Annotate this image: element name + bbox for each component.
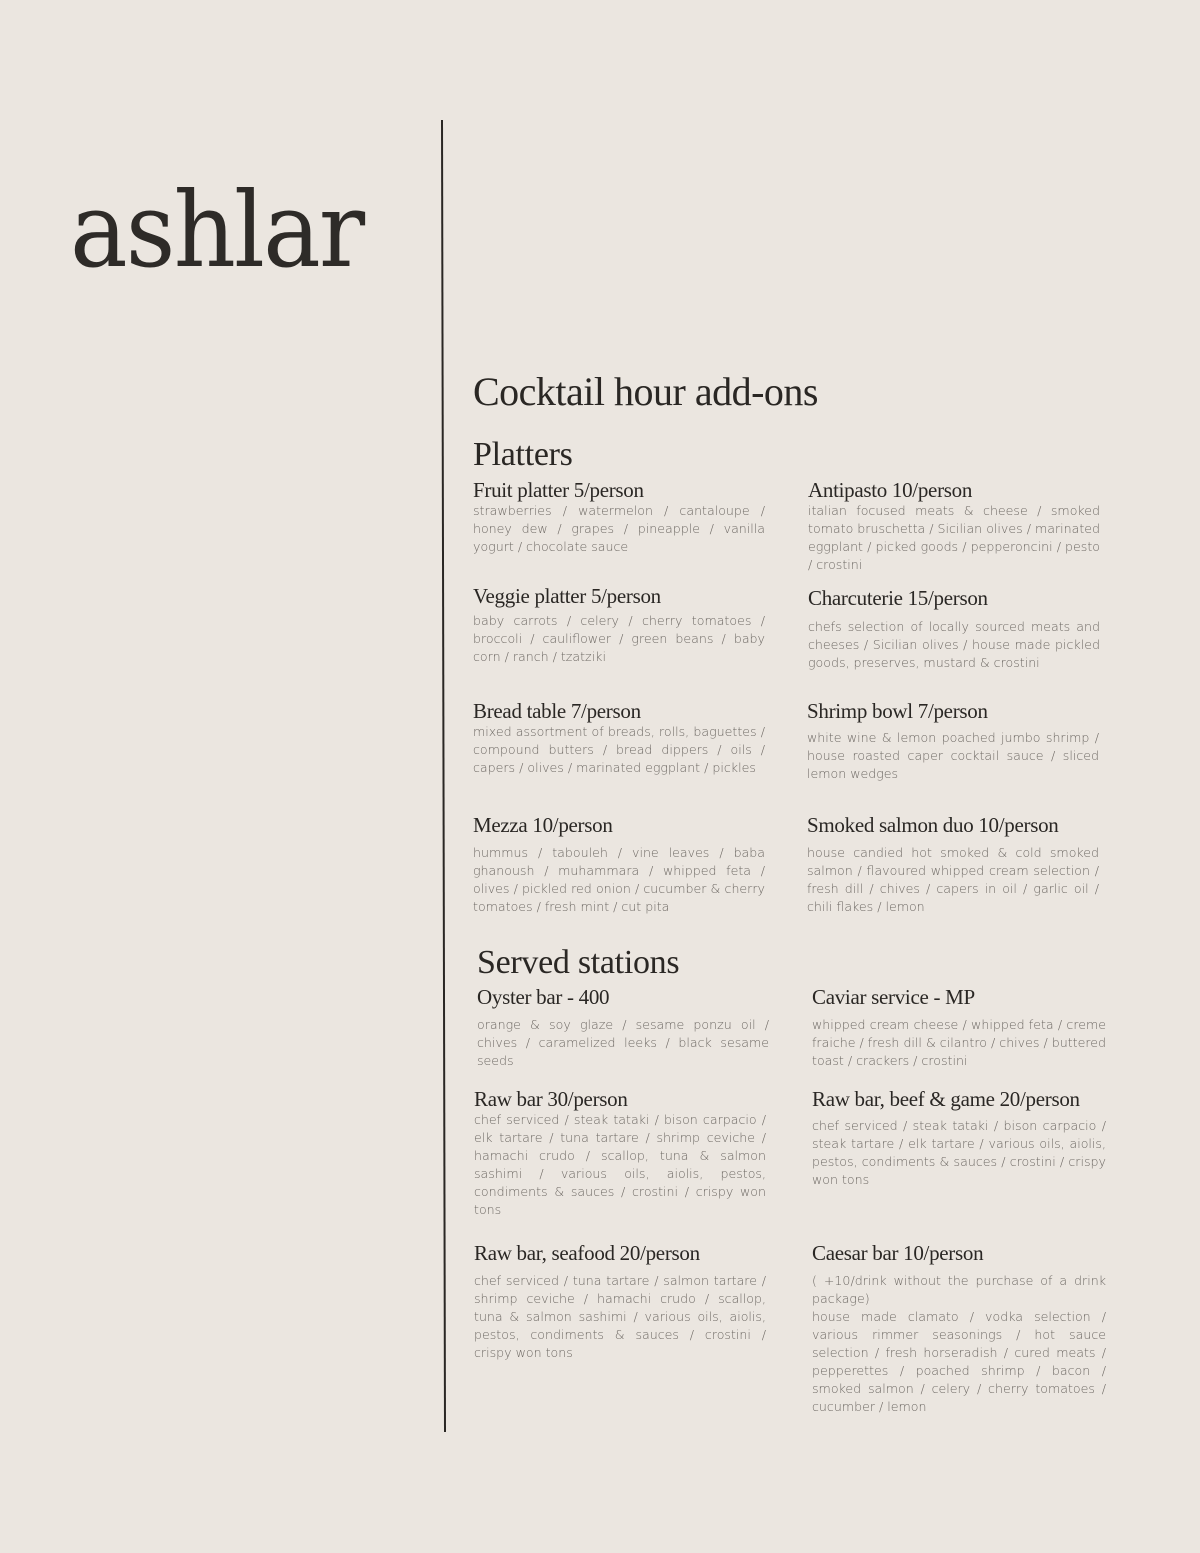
item-name: Veggie platter 5/person xyxy=(473,584,661,608)
item-desc: white wine & lemon poached jumbo shrimp / house roasted caper cocktail sauce / sliced lemon wedges xyxy=(807,730,1099,781)
item-desc: strawberries / watermelon / cantaloupe / honey dew / grapes / pineapple / vanilla yogurt / chocolate sauce xyxy=(473,503,765,554)
platters-heading: Platters xyxy=(473,436,573,473)
item-desc: chef serviced / steak tataki / bison carpacio / elk tartare / tuna tartare / shrimp ceviche / hamachi crudo / scallop, tuna & salmon sashimi / various oils, aiolis, pestos, condiments & sauces / crostini / crispy won tons xyxy=(474,1112,766,1217)
menu-item xyxy=(473,584,765,666)
menu-item xyxy=(474,1087,766,1219)
brand-logo: ashlar xyxy=(70,169,364,291)
item-note: ( +10/drink without the purchase of a drink package) xyxy=(812,1273,1106,1306)
item-name: Fruit platter 5/person xyxy=(473,478,644,502)
item-desc: house made clamato / vodka selection / various rimmer seasonings / hot sauce selection / fresh horseradish / cured meats / pepperettes / poached shrimp / bacon / smoked salmon / celery / cherry tomatoes / cucumber / lemon xyxy=(812,1309,1106,1414)
page-title: Cocktail hour add-ons xyxy=(473,369,818,414)
menu-item xyxy=(812,985,1106,1070)
menu-item xyxy=(477,985,769,1070)
menu-item xyxy=(807,699,1099,783)
item-name: Raw bar, beef & game 20/person xyxy=(812,1087,1080,1111)
item-desc: house candied hot smoked & cold smoked salmon / flavoured whipped cream selection / fresh dill / chives / capers in oil / garlic oil / chili flakes / lemon xyxy=(807,845,1099,914)
item-name: Caesar bar 10/person xyxy=(812,1241,984,1265)
item-desc: hummus / tabouleh / vine leaves / baba ghanoush / muhammara / whipped feta / olives / pickled red onion / cucumber & cherry tomatoes / fresh mint / cut pita xyxy=(473,845,765,914)
item-name: Raw bar 30/person xyxy=(474,1087,628,1111)
stations-heading: Served stations xyxy=(477,944,680,981)
menu-item xyxy=(473,813,765,916)
item-name: Antipasto 10/person xyxy=(808,478,973,502)
item-name: Charcuterie 15/person xyxy=(808,586,988,610)
item-name: Raw bar, seafood 20/person xyxy=(474,1241,700,1265)
item-desc: baby carrots / celery / cherry tomatoes / broccoli / cauliflower / green beans / baby corn / ranch / tzatziki xyxy=(473,613,765,664)
item-name: Shrimp bowl 7/person xyxy=(807,699,988,723)
item-desc: italian focused meats & cheese / smoked tomato bruschetta / Sicilian olives / marinated eggplant / picked goods / pepperoncini / pesto / crostini xyxy=(808,503,1100,572)
menu-item xyxy=(812,1087,1106,1189)
menu-item xyxy=(807,813,1099,916)
item-desc: mixed assortment of breads, rolls, baguettes / compound butters / bread dippers / oils / capers / olives / marinated eggplant / pickles xyxy=(473,724,765,775)
menu-item xyxy=(808,586,1100,672)
item-desc: chefs selection of locally sourced meats and cheeses / Sicilian olives / house made pickled goods, preserves, mustard & crostini xyxy=(808,619,1100,670)
item-name: Caviar service - MP xyxy=(812,985,975,1009)
item-name: Smoked salmon duo 10/person xyxy=(807,813,1059,837)
menu-item xyxy=(473,478,765,556)
item-desc: chef serviced / steak tataki / bison carpacio / steak tartare / elk tartare / various oils, aiolis, pestos, condiments & sauces / crostini / crispy won tons xyxy=(812,1118,1106,1187)
menu-item xyxy=(808,478,1100,574)
item-desc: whipped cream cheese / whipped feta / creme fraiche / fresh dill & cilantro / chives / buttered toast / crackers / crostini xyxy=(812,1017,1106,1068)
item-desc: orange & soy glaze / sesame ponzu oil / chives / caramelized leeks / black sesame seeds xyxy=(477,1017,769,1068)
menu-item xyxy=(474,1241,766,1362)
item-name: Mezza 10/person xyxy=(473,813,613,837)
item-desc: chef serviced / tuna tartare / salmon tartare / shrimp ceviche / hamachi crudo / scallop, tuna & salmon sashimi / various oils, aiolis, pestos, condiments & sauces / crostini / crispy won tons xyxy=(474,1273,766,1360)
menu-item xyxy=(473,699,765,777)
menu-item xyxy=(812,1241,1106,1416)
item-name: Bread table 7/person xyxy=(473,699,641,723)
item-name: Oyster bar - 400 xyxy=(477,985,610,1009)
